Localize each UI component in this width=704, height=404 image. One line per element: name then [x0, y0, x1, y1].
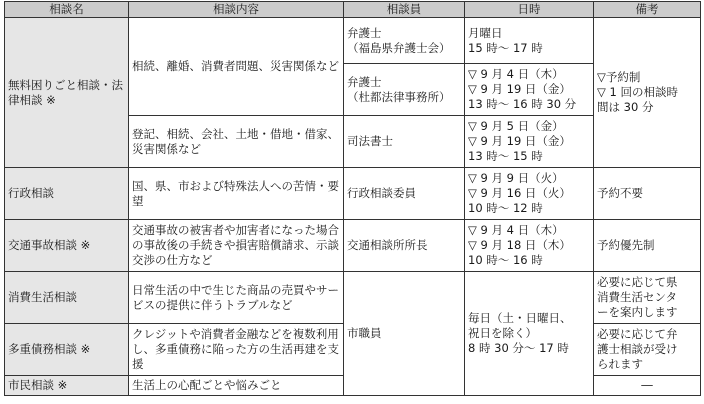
table-row	[5, 272, 701, 324]
cell-notes-shohi	[594, 272, 701, 324]
text-line: （杜都法律事務所）	[347, 89, 451, 104]
text-line: ▽ 9 月 9 日（火）	[468, 171, 564, 185]
text-line: ▽ 9 月 19 日（金）	[468, 134, 571, 148]
text-line: ▽予約制	[597, 70, 641, 84]
text-line: ▽ 9 月 5 日（金）	[468, 119, 564, 133]
header-name: 相談名	[5, 2, 129, 18]
cell-name-tajuu: 多重債務相談 ※	[5, 324, 129, 376]
cell-staff-shared: 市職員	[344, 272, 465, 396]
cell-notes-shimin: ―	[594, 376, 701, 396]
cell-time-muryou-3	[465, 116, 594, 168]
text-line: 必要に応じて県	[597, 275, 678, 289]
cell-staff-kotsu: 交通相談所所長	[344, 220, 465, 272]
cell-staff-muryou-1	[344, 18, 465, 64]
text-line: ▽ 1 回の相談時	[597, 85, 678, 99]
cell-name-shohi: 消費生活相談	[5, 272, 129, 324]
text-line: 毎日（土・日曜日、	[468, 311, 572, 325]
cell-staff-gyosei: 行政相談委員	[344, 168, 465, 220]
text-line: ▽ 9 月 16 日（火）	[468, 186, 571, 200]
cell-staff-muryou-3: 司法書士	[344, 116, 465, 168]
text-line: ▽ 9 月 4 日（木）	[468, 223, 564, 237]
cell-notes-tajuu	[594, 324, 701, 376]
text-line: られます	[597, 357, 643, 371]
table-row	[5, 168, 701, 220]
text-line: 必要に応じて弁	[597, 327, 678, 341]
text-line: 10 時～ 12 時	[468, 201, 543, 215]
header-row	[5, 2, 701, 18]
cell-staff-muryou-2	[344, 64, 465, 116]
text-line: 月曜日	[468, 25, 503, 40]
cell-notes-gyosei: 予約不要	[594, 168, 701, 220]
text-line: 15 時～ 17 時	[468, 40, 543, 55]
cell-name-shimin: 市民相談 ※	[5, 376, 129, 396]
cell-time-kotsu	[465, 220, 594, 272]
header-notes: 備考	[594, 2, 701, 18]
text-line: 弁護士	[347, 25, 382, 40]
table-row	[5, 18, 701, 64]
text-line: 8 時 30 分～ 17 時	[468, 341, 569, 355]
header-staff: 相談員	[344, 2, 465, 18]
text-line: 13 時～ 15 時	[468, 149, 543, 163]
cell-notes-muryou	[594, 18, 701, 168]
cell-name-kotsu: 交通事故相談 ※	[5, 220, 129, 272]
text-line: 13 時～ 16 時 30 分	[468, 97, 577, 111]
text-line: 間は 30 分	[597, 100, 654, 114]
text-line: 弁護士	[347, 74, 382, 89]
text-line: 10 時～ 16 時	[468, 253, 543, 267]
cell-time-gyosei	[465, 168, 594, 220]
cell-time-muryou-2	[465, 64, 594, 116]
cell-content-muryou-a: 相続、離婚、消費者問題、災害関係など	[129, 18, 344, 116]
table-row	[5, 220, 701, 272]
text-line: 護士相談が受け	[597, 342, 678, 356]
cell-notes-kotsu: 予約優先制	[594, 220, 701, 272]
cell-time-shared	[465, 272, 594, 396]
cell-name-muryou: 無料困りごと相談・法律相談 ※	[5, 18, 129, 168]
text-line: ▽ 9 月 19 日（金）	[468, 82, 571, 96]
text-line: ーを案内します	[597, 305, 678, 319]
text-line: ▽ 9 月 4 日（木）	[468, 67, 564, 81]
header-datetime: 日時	[465, 2, 594, 18]
text-line: （福島県弁護士会）	[347, 40, 451, 55]
text-line: 消費生活センタ	[597, 290, 678, 304]
text-line: ▽ 9 月 18 日（木）	[468, 238, 571, 252]
cell-time-muryou-1	[465, 18, 594, 64]
text-line: 祝日を除く）	[468, 326, 537, 340]
cell-content-shohi: 日常生活の中で生じた商品の売買やサービスの提供に伴うトラブルなど	[129, 272, 344, 324]
cell-content-shimin: 生活上の心配ごとや悩みごと	[129, 376, 344, 396]
cell-name-gyosei: 行政相談	[5, 168, 129, 220]
cell-content-kotsu: 交通事故の被害者や加害者になった場合の事故後の手続きや損害賠償請求、示談交渉の仕方など	[129, 220, 344, 272]
consultation-table	[4, 1, 701, 396]
cell-content-muryou-b: 登記、相続、会社、土地・借地・借家、災害関係など	[129, 116, 344, 168]
header-content: 相談内容	[129, 2, 344, 18]
cell-content-gyosei: 国、県、市および特殊法人への苦情・要望	[129, 168, 344, 220]
cell-content-tajuu: クレジットや消費者金融などを複数利用し、多重債務に陥った方の生活再建を支援	[129, 324, 344, 376]
